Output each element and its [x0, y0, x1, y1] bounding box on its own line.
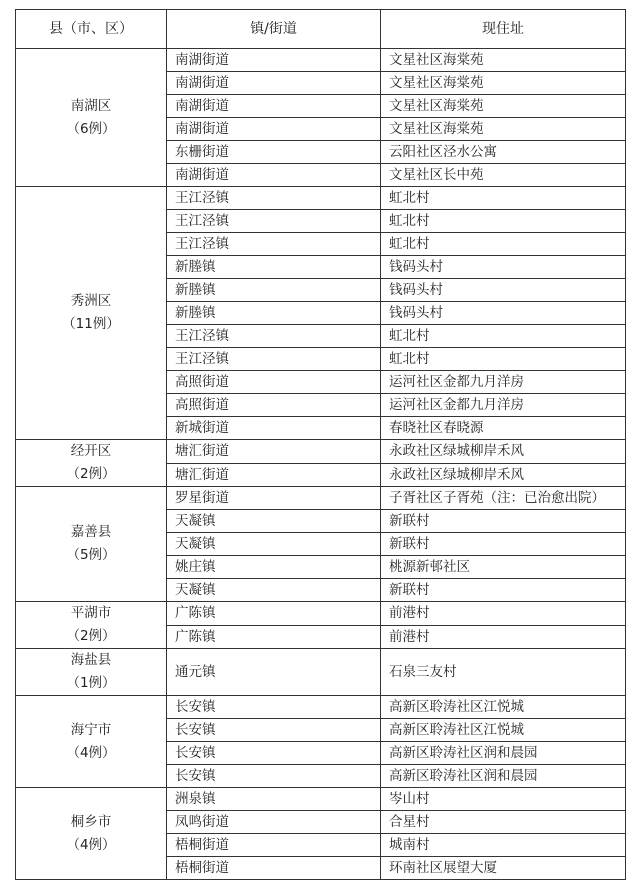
address-cell: 虹北村: [381, 325, 626, 348]
address-cell: 高新区聆涛社区江悦城: [381, 719, 626, 742]
county-cell: [16, 696, 167, 788]
town-cell: 新塍镇: [167, 279, 381, 302]
address-cell: 文星社区海棠苑: [381, 72, 626, 95]
table-row: [16, 49, 626, 72]
address-cell: 永政社区绿城柳岸禾风: [381, 440, 626, 464]
address-cell: 新联村: [381, 533, 626, 556]
table-row: [16, 788, 626, 811]
address-cell: 高新区聆涛社区润和晨园: [381, 742, 626, 765]
address-cell: 新联村: [381, 579, 626, 602]
address-cell: 钱码头村: [381, 256, 626, 279]
address-cell: 子胥社区子胥苑（注：已治愈出院）: [381, 487, 626, 510]
address-cell: 文星社区海棠苑: [381, 95, 626, 118]
county-name: 嘉善县: [70, 524, 112, 540]
town-cell: 凤鸣街道: [167, 811, 381, 834]
county-case-count: （2例）: [66, 628, 116, 644]
address-cell: 新联村: [381, 510, 626, 533]
town-cell: 塘汇街道: [167, 440, 381, 464]
table-row: [16, 696, 626, 719]
county-cell: [16, 49, 167, 187]
table-row: [16, 649, 626, 696]
county-case-count: （4例）: [66, 836, 116, 853]
town-cell: 新塍镇: [167, 302, 381, 325]
county-name: 经开区: [70, 443, 112, 459]
address-cell: 环南社区展望大厦: [381, 857, 626, 880]
town-cell: 长安镇: [167, 719, 381, 742]
county-case-count: （2例）: [66, 466, 116, 482]
address-cell: 高新区聆涛社区润和晨园: [381, 765, 626, 788]
town-cell: 洲泉镇: [167, 788, 381, 811]
county-case-count: （4例）: [66, 744, 116, 761]
town-cell: 姚庄镇: [167, 556, 381, 579]
address-cell: 永政社区绿城柳岸禾风: [381, 463, 626, 487]
town-cell: 南湖街道: [167, 164, 381, 187]
county-case-count: （11例）: [62, 316, 120, 332]
table-row: [16, 487, 626, 510]
town-cell: 长安镇: [167, 742, 381, 765]
county-name: 海宁市: [70, 721, 112, 738]
address-cell: 虹北村: [381, 187, 626, 210]
town-cell: 王江泾镇: [167, 325, 381, 348]
county-name: 平湖市: [70, 605, 112, 621]
town-cell: 罗星街道: [167, 487, 381, 510]
town-cell: 王江泾镇: [167, 187, 381, 210]
town-cell: 广陈镇: [167, 602, 381, 626]
header-county: 县（市、区）: [16, 10, 167, 49]
county-case-count: （5例）: [66, 547, 116, 563]
town-cell: 塘汇街道: [167, 463, 381, 487]
town-cell: 天凝镇: [167, 533, 381, 556]
table-body: [16, 49, 626, 880]
county-name: 海盐县: [70, 652, 112, 668]
town-cell: 长安镇: [167, 765, 381, 788]
address-cell: 虹北村: [381, 233, 626, 256]
county-cell: [16, 649, 167, 696]
address-cell: 运河社区金都九月洋房: [381, 371, 626, 394]
address-cell: 运河社区金都九月洋房: [381, 394, 626, 417]
town-cell: 天凝镇: [167, 510, 381, 533]
town-cell: 天凝镇: [167, 579, 381, 602]
address-cell: 桃源新邨社区: [381, 556, 626, 579]
county-name: 南湖区: [70, 97, 112, 114]
county-cell: [16, 440, 167, 487]
address-cell: 合星村: [381, 811, 626, 834]
table-row: [16, 440, 626, 464]
address-cell: 钱码头村: [381, 302, 626, 325]
town-cell: 广陈镇: [167, 625, 381, 649]
case-address-table: [15, 9, 626, 880]
town-cell: 新城街道: [167, 417, 381, 440]
town-cell: 东栅街道: [167, 141, 381, 164]
town-cell: 新塍镇: [167, 256, 381, 279]
town-cell: 长安镇: [167, 696, 381, 719]
address-cell: 前港村: [381, 602, 626, 626]
county-cell: [16, 187, 167, 440]
address-cell: 文星社区海棠苑: [381, 118, 626, 141]
address-cell: 高新区聆涛社区江悦城: [381, 696, 626, 719]
county-cell: [16, 788, 167, 880]
town-cell: 王江泾镇: [167, 348, 381, 371]
table-row: [16, 187, 626, 210]
town-cell: 南湖街道: [167, 49, 381, 72]
county-name: 桐乡市: [70, 813, 112, 830]
county-cell: [16, 602, 167, 649]
town-cell: 南湖街道: [167, 95, 381, 118]
address-cell: 云阳社区泾水公寓: [381, 141, 626, 164]
header-town: 镇/街道: [167, 10, 381, 49]
town-cell: 高照街道: [167, 371, 381, 394]
town-cell: 通元镇: [167, 649, 381, 696]
town-cell: 王江泾镇: [167, 233, 381, 256]
table-header-row: [16, 10, 626, 49]
address-cell: 虹北村: [381, 210, 626, 233]
address-cell: 文星社区长中苑: [381, 164, 626, 187]
town-cell: 梧桐街道: [167, 834, 381, 857]
county-case-count: （6例）: [66, 120, 116, 137]
case-table-container: [15, 9, 626, 880]
county-name: 秀洲区: [70, 293, 112, 309]
county-cell: [16, 487, 167, 602]
address-cell: 文星社区海棠苑: [381, 49, 626, 72]
address-cell: 城南村: [381, 834, 626, 857]
header-address: 现住址: [381, 10, 626, 49]
town-cell: 高照街道: [167, 394, 381, 417]
address-cell: 岑山村: [381, 788, 626, 811]
address-cell: 钱码头村: [381, 279, 626, 302]
county-case-count: （1例）: [66, 675, 116, 691]
address-cell: 前港村: [381, 625, 626, 649]
address-cell: 虹北村: [381, 348, 626, 371]
town-cell: 南湖街道: [167, 72, 381, 95]
town-cell: 梧桐街道: [167, 857, 381, 880]
table-row: [16, 602, 626, 626]
address-cell: 春晓社区春晓源: [381, 417, 626, 440]
town-cell: 王江泾镇: [167, 210, 381, 233]
address-cell: 石泉三友村: [381, 649, 626, 696]
town-cell: 南湖街道: [167, 118, 381, 141]
